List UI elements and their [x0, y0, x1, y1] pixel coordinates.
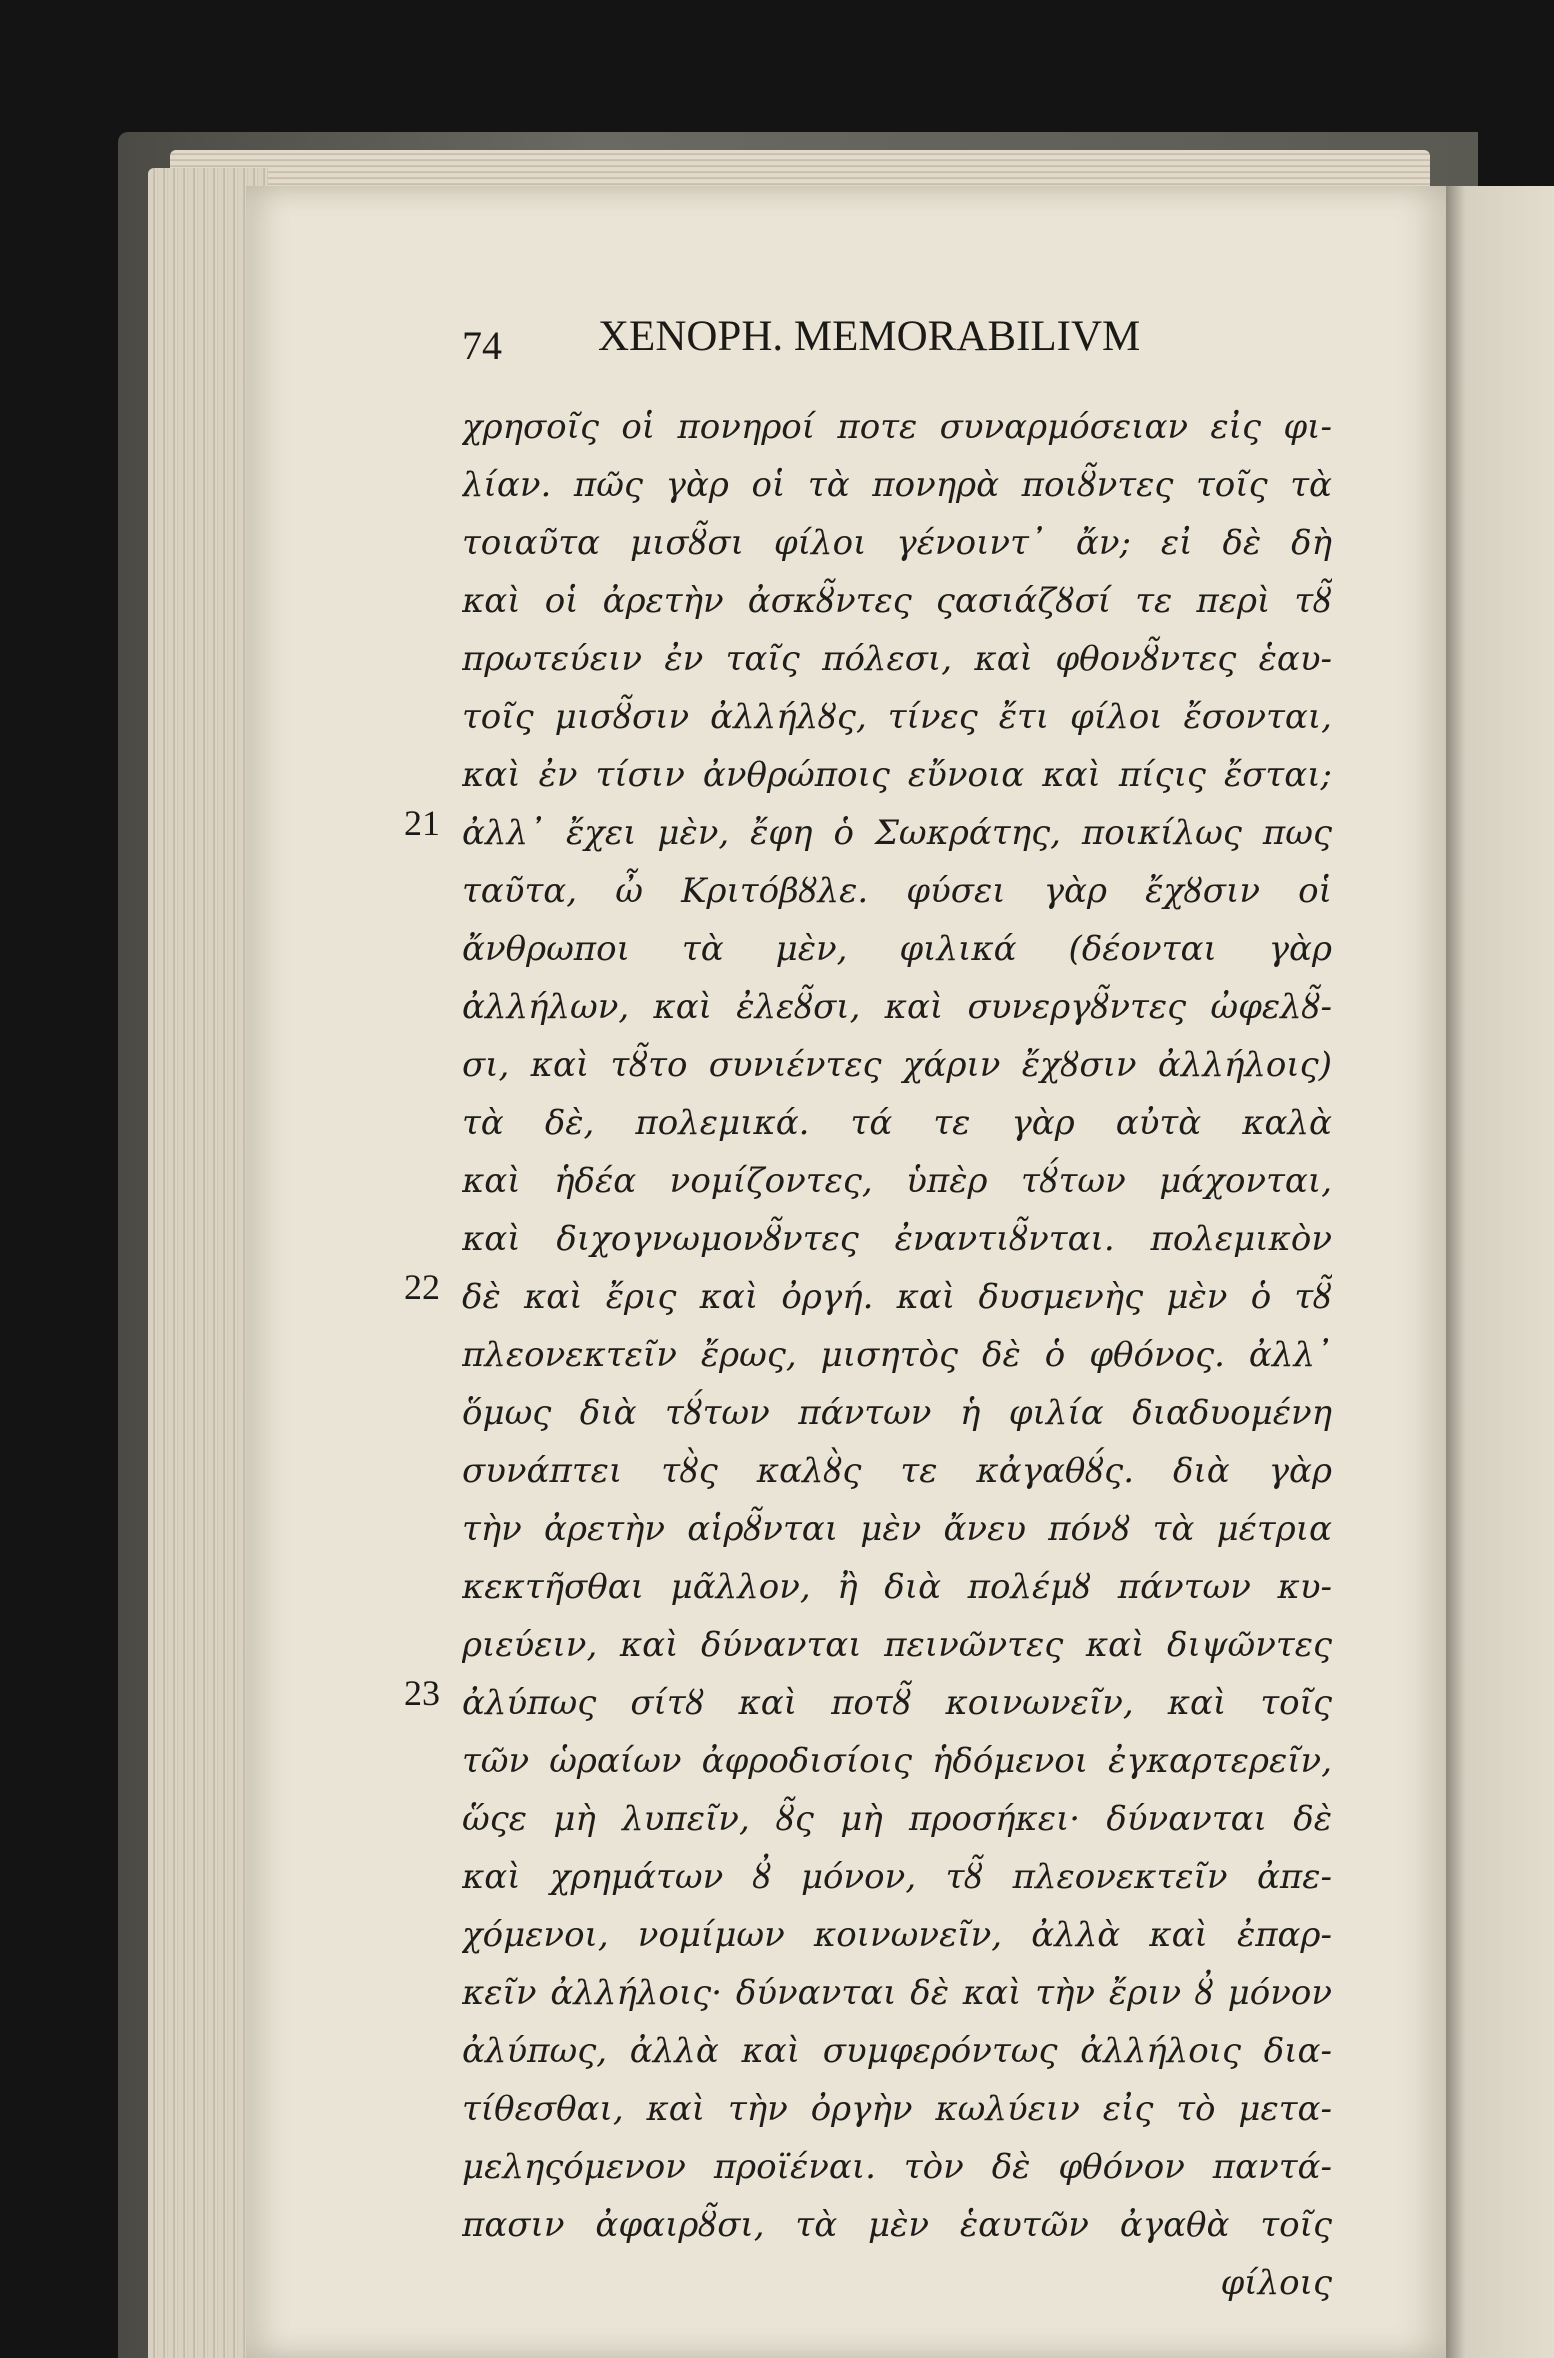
text-line: τὴν ἀρετὴν αἱρȣ̃νται μὲν ἄνευ πόνȣ τὰ μέτρια	[462, 1509, 1332, 1549]
text-line: χρησοῖς οἱ πονηροί ποτε συναρμόσειαν εἰς φι-	[462, 407, 1332, 447]
section-number-23: 23	[404, 1673, 440, 1713]
text-line: τίθεσθαι, καὶ τὴν ὀργὴν κωλύειν εἰς τὸ μετα-	[462, 2089, 1332, 2129]
text-line: ἀλύπως σίτȣ καὶ ποτȣ̃ κοινωνεῖν, καὶ τοῖς	[462, 1683, 1332, 1723]
text-line: τοιαῦτα μισȣ̃σι φίλοι γένοιντ᾽ ἄν; εἰ δὲ δὴ	[462, 523, 1332, 563]
text-line: ἄνθρωποι τὰ μὲν, φιλικά (δέονται γὰρ	[462, 929, 1332, 969]
text-line: καὶ ἡδέα νομίζοντες, ὑπὲρ τȣ́των μάχονται,	[462, 1161, 1332, 1201]
text-line: τοῖς μισȣ̃σιν ἀλλήλȣς, τίνες ἔτι φίλοι ἔσονται,	[462, 697, 1332, 737]
text-line: λίαν. πῶς γὰρ οἱ τὰ πονηρὰ ποιȣ̃ντες τοῖς τὰ	[462, 465, 1332, 505]
text-line: κεῖν ἀλλήλοις· δύνανται δὲ καὶ τὴν ἔριν ȣ̓ μόνον	[462, 1973, 1332, 2013]
text-line: τῶν ὡραίων ἀφροδισίοις ἡδόμενοι ἐγκαρτερεῖν,	[462, 1741, 1332, 1781]
text-line: σι, καὶ τȣ̃το συνιέντες χάριν ἔχȣσιν ἀλλήλοις)	[462, 1045, 1332, 1085]
text-line: δὲ καὶ ἔρις καὶ ὀργή. καὶ δυσμενὴς μὲν ὁ τȣ̃	[462, 1277, 1332, 1317]
catchword: φίλοις	[1220, 2263, 1332, 2303]
text-line: κεκτῆσθαι μᾶλλον, ἢ διὰ πολέμȣ πάντων κυ-	[462, 1567, 1332, 1607]
text-line: ὥςε μὴ λυπεῖν, ȣ̃ς μὴ προσήκει· δύνανται δὲ	[462, 1799, 1332, 1839]
text-line: τὰ δὲ, πολεμικά. τά τε γὰρ αὐτὰ καλὰ	[462, 1103, 1332, 1143]
facing-page	[1446, 186, 1554, 2358]
body-text	[462, 398, 1332, 2312]
text-line: πρωτεύειν ἐν ταῖς πόλεσι, καὶ φθονȣ̃ντες ἑαυ-	[462, 639, 1332, 679]
text-line: ταῦτα, ὦ Κριτόβȣλε. φύσει γὰρ ἔχȣσιν οἱ	[462, 871, 1332, 911]
section-number-22: 22	[404, 1267, 440, 1307]
text-line: καὶ οἱ ἀρετὴν ἀσκȣ̃ντες ςασιάζȣσί τε περὶ τȣ̃	[462, 581, 1332, 621]
text-line: μεληςόμενον προϊέναι. τὸν δὲ φθόνον παντά-	[462, 2147, 1332, 2187]
text-line: συνάπτει τȣ̀ς καλȣ̀ς τε κἀγαθȣ́ς. διὰ γὰρ	[462, 1451, 1332, 1491]
running-head-title: XENOPH. MEMORABILIVM	[598, 313, 1141, 360]
text-line: πλεονεκτεῖν ἔρως, μισητὸς δὲ ὁ φθόνος. ἀλλ᾽	[462, 1335, 1332, 1375]
text-line: πασιν ἀφαιρȣ̃σι, τὰ μὲν ἑαυτῶν ἀγαθὰ τοῖς	[462, 2205, 1332, 2245]
page-number: 74	[462, 323, 502, 368]
text-line: ἀλλήλων, καὶ ἐλεȣ̃σι, καὶ συνεργȣ̃ντες ὠφελȣ̃-	[462, 987, 1332, 1027]
text-line: ὅμως διὰ τȣ́των πάντων ἡ φιλία διαδυομένη	[462, 1393, 1332, 1433]
text-line: χόμενοι, νομίμων κοινωνεῖν, ἀλλὰ καὶ ἐπαρ-	[462, 1915, 1332, 1955]
text-line: καὶ ἐν τίσιν ἀνθρώποις εὔνοια καὶ πίςις ἔσται;	[462, 755, 1332, 795]
text-line: καὶ χρημάτων ȣ̓ μόνον, τȣ̃ πλεονεκτεῖν ἀπε-	[462, 1857, 1332, 1897]
page-edges-top	[170, 150, 1430, 190]
text-line: ἀλύπως, ἀλλὰ καὶ συμφερόντως ἀλλήλοις δια-	[462, 2031, 1332, 2071]
text-line: ριεύειν, καὶ δύνανται πεινῶντες καὶ διψῶντες	[462, 1625, 1332, 1665]
text-line: ἀλλ᾽ ἔχει μὲν, ἔφη ὁ Σωκράτης, ποικίλως πως	[462, 813, 1332, 853]
text-line: καὶ διχογνωμονȣ̃ντες ἐναντιȣ̃νται. πολεμικὸν	[462, 1219, 1332, 1259]
section-number-21: 21	[404, 803, 440, 843]
